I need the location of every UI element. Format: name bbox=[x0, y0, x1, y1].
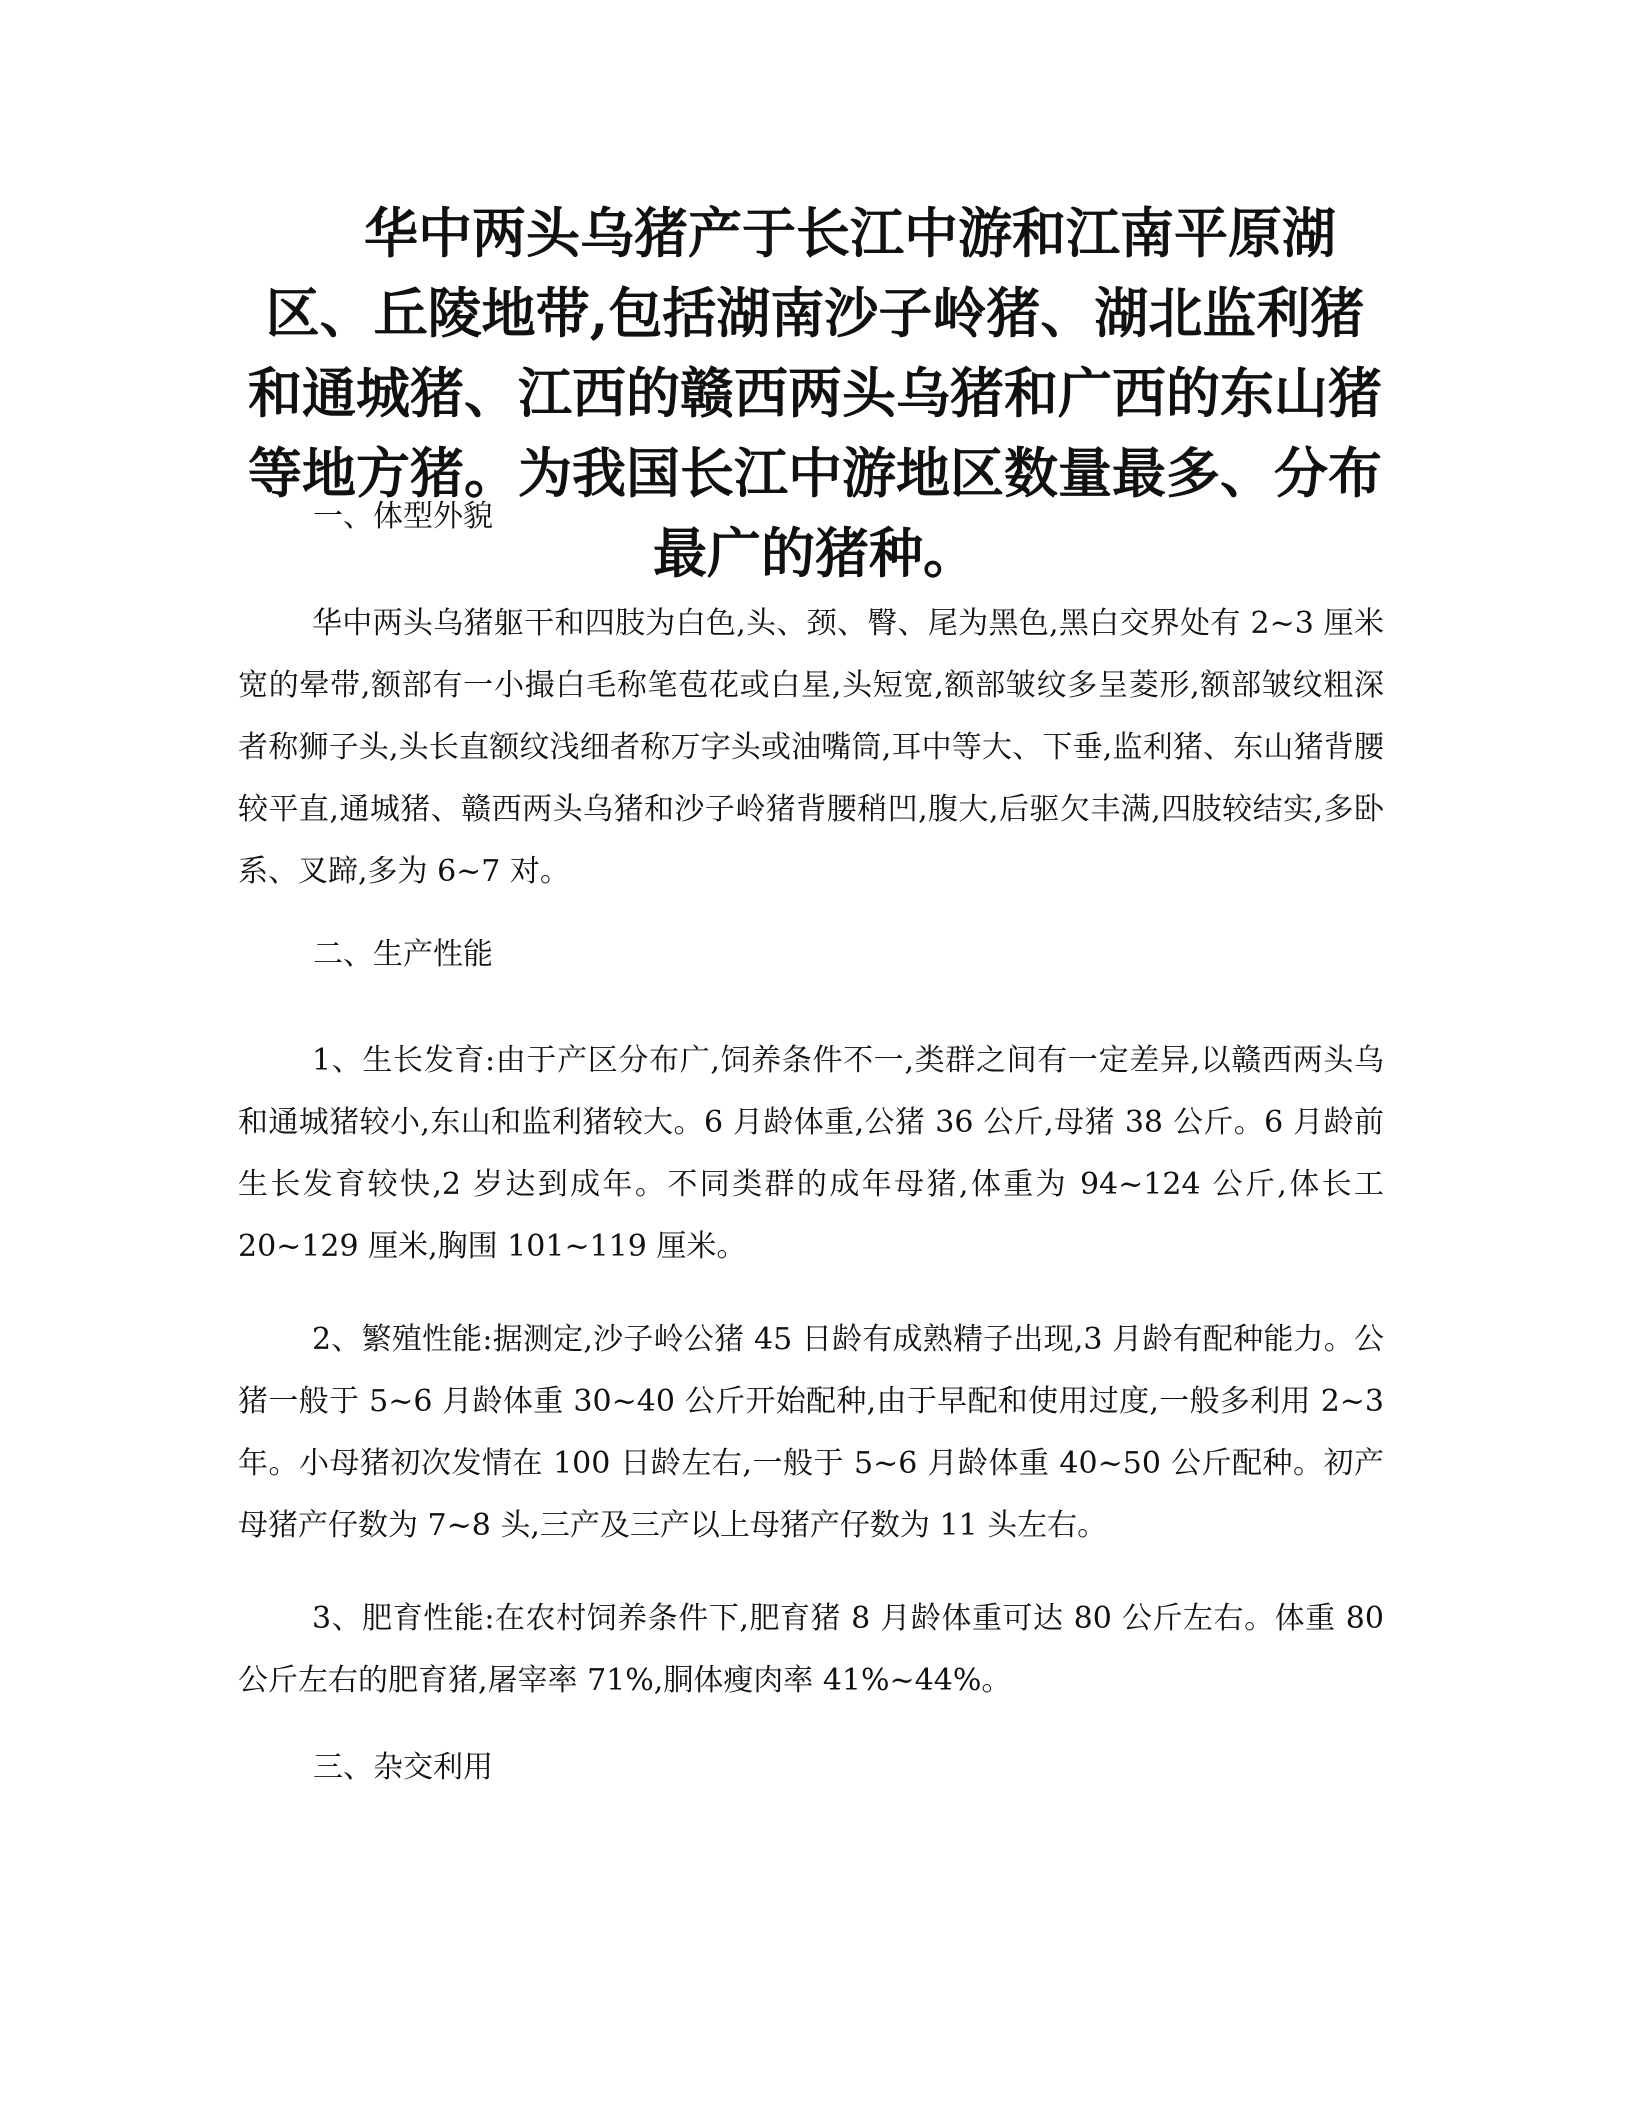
document-title-text: 华中两头乌猪产于长江中游和江南平原湖区、丘陵地带,包括湖南沙子岭猪、湖北监利猪和通城猪、江西的赣西两头乌猪和广西的东山猪等地方猪。为我国长江中游地区数量最多、分布最广的猪种。 bbox=[248, 201, 1382, 585]
section-heading-performance: 二、生产性能 bbox=[313, 937, 493, 972]
paragraph-appearance: 华中两头乌猪躯干和四肢为白色,头、颈、臀、尾为黑色,黑白交界处有 2~3 厘米宽的晕带,额部有一小撮白毛称笔苞花或白星,头短宽,额部皱纹多呈菱形,额部皱纹粗深者称狮子头,头长直额纹浅细者称万字头或油嘴筒,耳中等大、下垂,监利猪、东山猪背腰较平直,通城猪、赣西两头乌猪和沙子岭猪背腰稍凹,腹大,后驱欠丰满,四肢较结实,多卧系、叉蹄,多为 6~7 对。 bbox=[238, 606, 1384, 889]
section-heading-crossbreeding: 三、杂交利用 bbox=[313, 1750, 493, 1785]
paragraph-fattening: 3、肥育性能:在农村饲养条件下,肥育猪 8 月龄体重可达 80 公斤左右。体重 80 公斤左右的肥育猪,屠宰率 71%,胴体瘦肉率 41%~44%。 bbox=[238, 1601, 1384, 1698]
section-heading-appearance: 一、体型外貌 bbox=[313, 499, 493, 534]
paragraph-reproduction: 2、繁殖性能:据测定,沙子岭公猪 45 日龄有成熟精子出现,3 月龄有配种能力。公猪一般于 5~6 月龄体重 30~40 公斤开始配种,由于早配和使用过度,一般多利用 2~3 年。小母猪初次发情在 100 日龄左右,一般于 5~6 月龄体重 40~50 公斤配种。初产母猪产仔数为 7~8 头,三产及三产以上母猪产仔数为 11 头左右。 bbox=[238, 1322, 1384, 1543]
paragraph-growth: 1、生长发育:由于产区分布广,饲养条件不一,类群之间有一定差异,以赣西两头乌和通城猪较小,东山和监利猪较大。6 月龄体重,公猪 36 公斤,母猪 38 公斤。6 月龄前生长发育较快,2 岁达到成年。不同类群的成年母猪,体重为 94~124 公斤,体长工 20~129 厘米,胸围 101~119 厘米。 bbox=[238, 1043, 1384, 1264]
